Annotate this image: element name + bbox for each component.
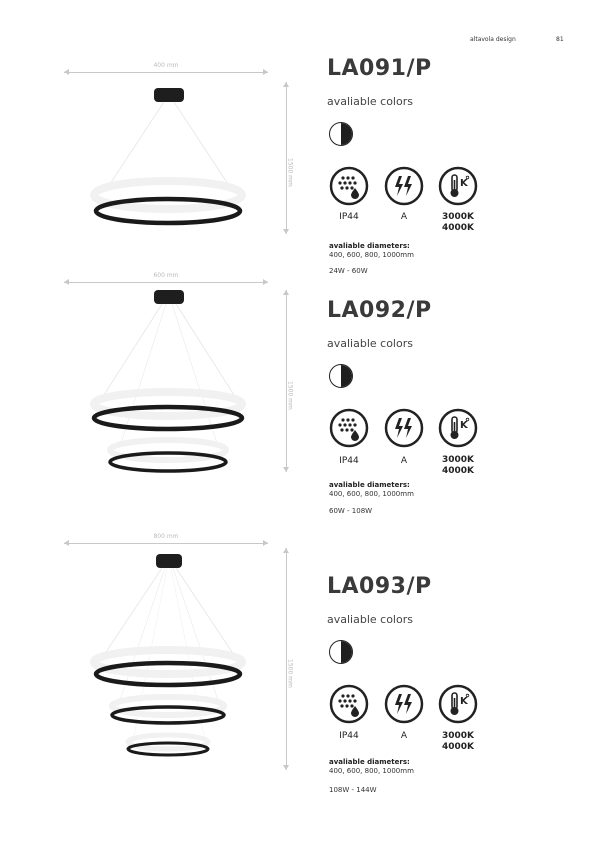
ceiling-canopy [154, 290, 184, 304]
diameters-value: 400, 600, 800, 1000mm [329, 767, 414, 775]
colors-label: avaliable colors [327, 613, 413, 626]
color-temp-caption: 3000K 4000K [441, 212, 475, 233]
lightning-icon [384, 684, 424, 724]
thermometer-kelvin-icon [438, 408, 478, 448]
colors-label: avaliable colors [327, 95, 413, 108]
lamp-drawing-la091 [80, 84, 260, 234]
svg-text:K: K [460, 696, 468, 707]
height-label: 1500 mm [286, 381, 294, 410]
thermometer-kelvin-icon [438, 684, 478, 724]
ip44-icon [329, 166, 369, 206]
width-dimension [64, 62, 268, 73]
width-dimension [64, 272, 268, 283]
lightning-icon [384, 408, 424, 448]
color-temp-caption: 3000K 4000K [441, 731, 475, 752]
ceiling-canopy [156, 554, 182, 568]
energy-class-caption: A [400, 212, 408, 222]
model-title: LA091/P [327, 56, 432, 81]
ip-rating-caption: IP44 [339, 731, 359, 741]
ip-rating-caption: IP44 [339, 212, 359, 222]
energy-class-caption: A [400, 731, 408, 741]
ip44-icon [329, 684, 369, 724]
diameters-label: avaliable diameters: [329, 242, 410, 250]
power-range: 24W - 60W [329, 267, 368, 275]
width-label: 800 mm [153, 533, 179, 540]
width-label: 400 mm [153, 62, 179, 69]
model-title: LA092/P [327, 298, 432, 323]
lamp-drawing-la092 [80, 286, 260, 476]
diameters-value: 400, 600, 800, 1000mm [329, 251, 414, 259]
height-label: 1500 mm [286, 659, 294, 688]
ip-rating-caption: IP44 [339, 456, 359, 466]
colors-label: avaliable colors [327, 337, 413, 350]
thermometer-kelvin-icon [438, 166, 478, 206]
width-label: 600 mm [153, 272, 179, 279]
model-title: LA093/P [327, 574, 432, 599]
ceiling-canopy [154, 88, 184, 102]
lightning-icon [384, 166, 424, 206]
lamp-drawing-la093 [80, 550, 260, 768]
height-dimension [286, 548, 294, 770]
color-swatch-white-black [329, 640, 353, 664]
color-swatch-white-black [329, 122, 353, 146]
ip44-icon [329, 408, 369, 448]
page-number: 81 [556, 36, 564, 43]
brand-name: altavola design [470, 36, 516, 43]
diameters-label: avaliable diameters: [329, 481, 410, 489]
diameters-label: avaliable diameters: [329, 758, 410, 766]
height-dimension [286, 290, 294, 472]
color-temp-caption: 3000K 4000K [441, 455, 475, 476]
height-dimension [286, 82, 294, 234]
diameters-value: 400, 600, 800, 1000mm [329, 490, 414, 498]
color-swatch-white-black [329, 364, 353, 388]
power-range: 108W - 144W [329, 786, 377, 794]
svg-text:K: K [460, 178, 468, 189]
svg-text:K: K [460, 420, 468, 431]
energy-class-caption: A [400, 456, 408, 466]
power-range: 60W - 108W [329, 507, 373, 515]
height-label: 1500 mm [286, 158, 294, 187]
width-dimension [64, 533, 268, 544]
